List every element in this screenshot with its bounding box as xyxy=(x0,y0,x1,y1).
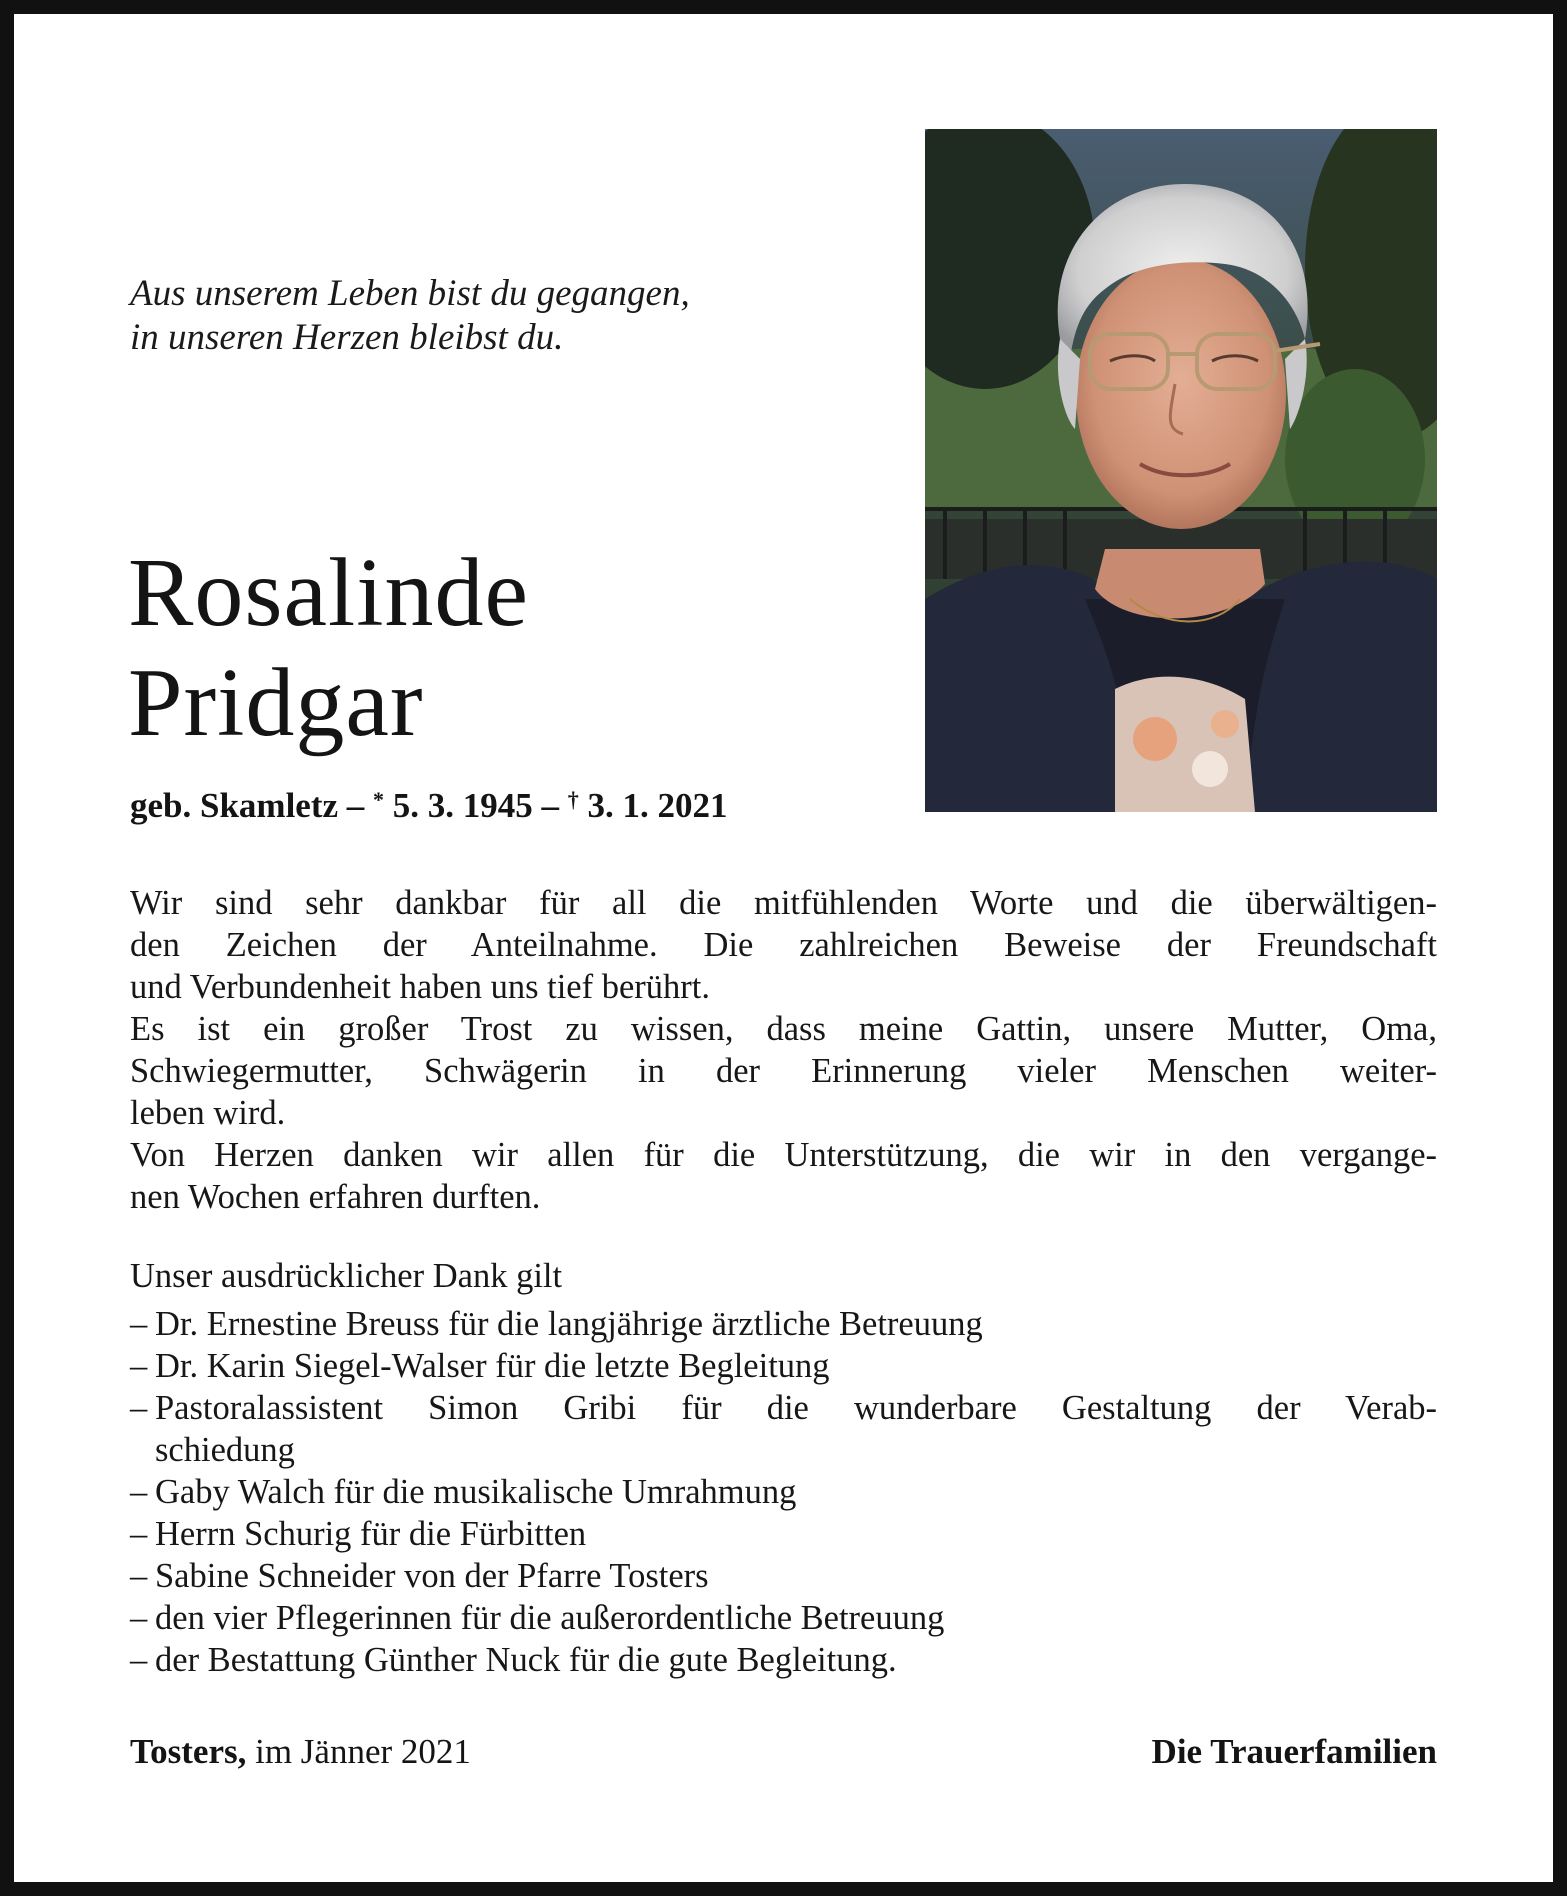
separator: – xyxy=(532,786,568,825)
separator: – xyxy=(338,786,374,825)
birth-death-line xyxy=(130,778,890,828)
message-line: und Verbundenheit haben uns tief berührt. xyxy=(130,968,710,1006)
list-item: – Herrn Schurig für die Fürbitten xyxy=(130,1513,1437,1555)
acknowledgements xyxy=(130,1255,1437,1681)
list-item: – der Bestattung Günther Nuck für die gute Begleitung. xyxy=(130,1639,1437,1681)
motto-line-2: in unseren Herzen bleibst du. xyxy=(130,317,564,358)
birth-name: geb. Skamletz xyxy=(130,786,339,825)
list-item xyxy=(130,1387,1437,1471)
motto-line-1: Aus unserem Leben bist du gegangen, xyxy=(130,273,690,314)
portrait-photo xyxy=(925,129,1437,812)
portrait-illustration xyxy=(925,129,1437,812)
list-item: – den vier Pflegerinnen für die außerordentliche Betreuung xyxy=(130,1597,1437,1639)
thank-you-message xyxy=(130,882,1437,1218)
message-paragraph xyxy=(130,1134,1437,1218)
birth-date: 5. 3. 1945 xyxy=(384,786,533,825)
list-item: – Gaby Walch für die musikalische Umrahmung xyxy=(130,1471,1437,1513)
message-line: leben wird. xyxy=(130,1094,286,1132)
death-cross-icon: † xyxy=(567,787,579,812)
message-paragraph xyxy=(130,1008,1437,1134)
message-line: nen Wochen erfahren durften. xyxy=(130,1178,541,1216)
motto xyxy=(130,272,830,360)
death-date: 3. 1. 2021 xyxy=(578,786,728,825)
list-item-line: – Pastoralassistent Simon Gribi für die wunderbare Gestaltung der Verab- xyxy=(155,1389,1437,1427)
birth-star-icon: * xyxy=(373,787,385,812)
message-paragraph xyxy=(130,882,1437,1008)
signature: Die Trauerfamilien xyxy=(1151,1732,1437,1771)
last-name: Pridgar xyxy=(128,649,424,757)
first-name: Rosalinde xyxy=(128,539,529,647)
message-line: Wir sind sehr dankbar für all die mitfühlenden Worte und die überwältigen- xyxy=(130,884,1437,922)
message-line: Von Herzen danken wir allen für die Unterstützung, die wir in den vergange- xyxy=(130,1136,1437,1174)
place: Tosters, xyxy=(130,1732,247,1771)
list-item-line: schiedung xyxy=(155,1431,295,1469)
list-item: – Sabine Schneider von der Pfarre Tosters xyxy=(130,1555,1437,1597)
message-line: Es ist ein großer Trost zu wissen, dass meine Gattin, unsere Mutter, Oma, xyxy=(130,1010,1437,1048)
date: im Jänner 2021 xyxy=(246,1732,471,1771)
message-line: Schwiegermutter, Schwägerin in der Erinnerung vieler Menschen weiter- xyxy=(130,1052,1437,1090)
list-item: – Dr. Ernestine Breuss für die langjährige ärztliche Betreuung xyxy=(130,1303,1437,1345)
acknowledgements-list xyxy=(130,1303,1437,1681)
acknowledgements-intro: Unser ausdrücklicher Dank gilt xyxy=(130,1257,563,1295)
list-item: – Dr. Karin Siegel-Walser für die letzte Begleitung xyxy=(130,1345,1437,1387)
message-line: den Zeichen der Anteilnahme. Die zahlreichen Beweise der Freundschaft xyxy=(130,926,1437,964)
deceased-name xyxy=(128,538,888,758)
place-and-date xyxy=(130,1730,471,1774)
